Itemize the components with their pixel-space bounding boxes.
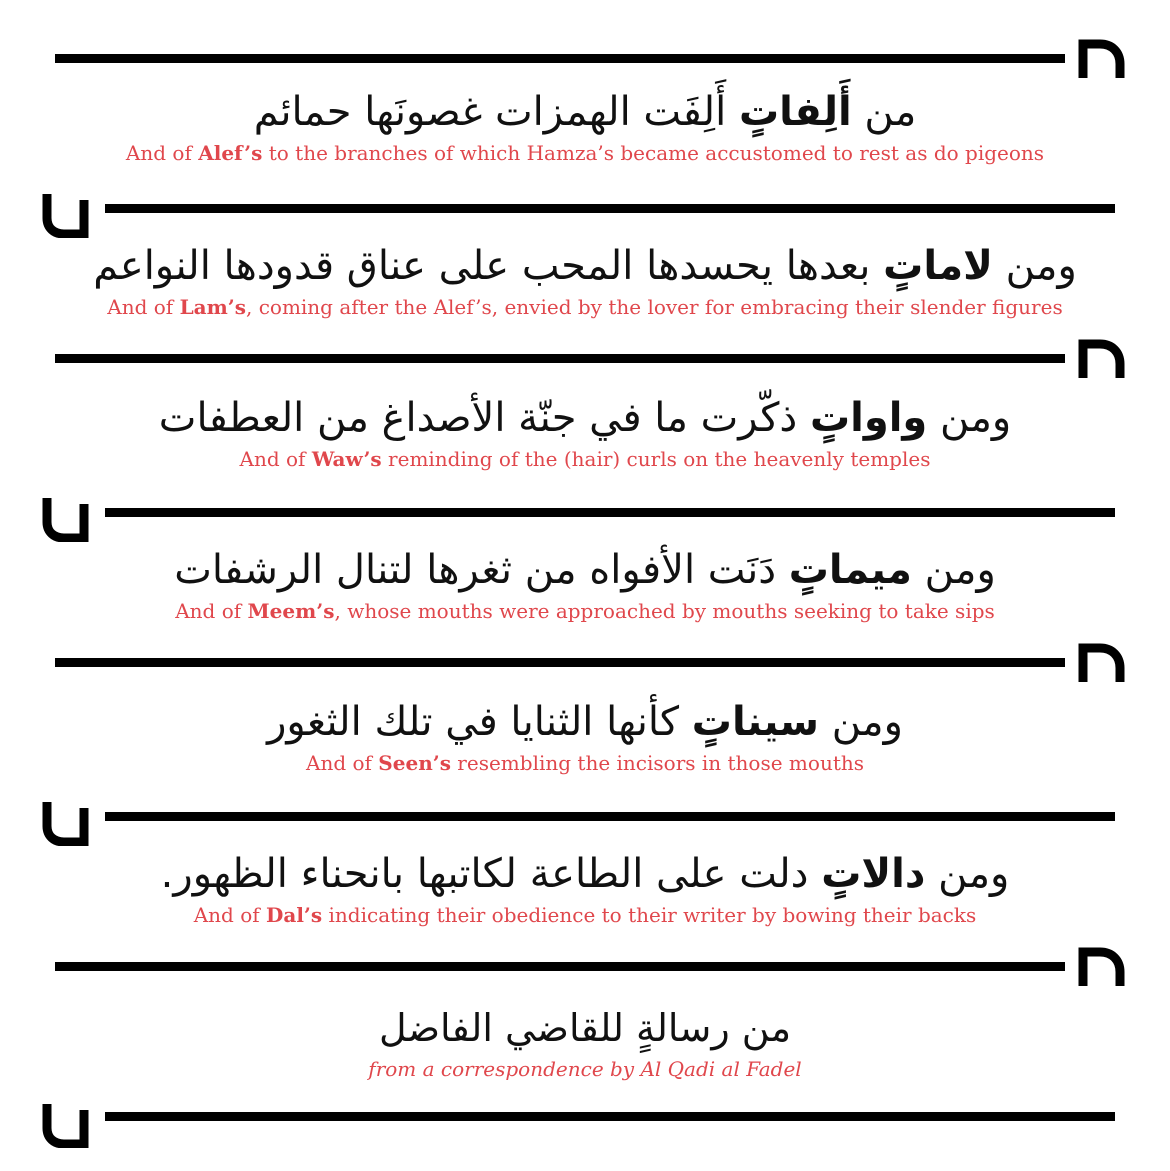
english-line: And of Waw’s reminding of the (hair) curls on the heavenly temples	[239, 447, 931, 471]
hook-left-icon	[42, 494, 90, 542]
stanza-1	[40, 86, 1130, 166]
english-line: And of Lam’s, coming after the Alef’s, envied by the lover for embracing their slender figures	[107, 295, 1063, 319]
english-keyword: Seen’s	[378, 751, 451, 775]
attribution	[40, 1002, 1130, 1082]
english-keyword: Alef’s	[198, 141, 263, 165]
stanza-5	[40, 696, 1130, 776]
divider-rule-1	[55, 54, 1065, 63]
english-keyword: Waw’s	[311, 447, 382, 471]
arabic-keyword: لاماتٍ	[883, 243, 993, 289]
attribution-english: from a correspondence by Al Qadi al Fadel	[368, 1057, 802, 1081]
english-keyword: Dal’s	[266, 903, 323, 927]
stanza-2	[40, 240, 1130, 320]
divider-rule-7	[55, 962, 1065, 971]
hook-left-icon	[42, 190, 90, 238]
arabic-keyword: سيناتٍ	[691, 699, 820, 745]
stanza-6	[40, 848, 1130, 928]
stanza-4	[40, 544, 1130, 624]
english-keyword: Meem’s	[247, 599, 335, 623]
english-line: And of Dal’s indicating their obedience to their writer by bowing their backs	[193, 903, 977, 927]
arabic-line: ومن سيناتٍ كأنها الثنايا في تلك الثغور	[267, 699, 903, 745]
arabic-line: ومن ميماتٍ دَنَت الأفواه من ثغرها لتنال الرشفات	[174, 547, 996, 593]
hook-left-icon	[42, 1100, 90, 1148]
hook-left-icon	[42, 798, 90, 846]
divider-rule-6	[105, 812, 1115, 821]
divider-rule-2	[105, 204, 1115, 213]
arabic-line: ومن دالاتٍ دلت على الطاعة لكاتبها بانحناء الظهور.	[160, 851, 1010, 897]
divider-rule-3	[55, 354, 1065, 363]
attribution-arabic: من رسالةٍ للقاضي الفاضل	[378, 1006, 792, 1050]
hook-right-icon	[1078, 334, 1126, 382]
arabic-keyword: ميماتٍ	[788, 547, 912, 593]
arabic-line: ومن لاماتٍ بعدها يحسدها المحب على عناق قدودها النواعم	[93, 243, 1077, 289]
arabic-keyword: دالاتٍ	[821, 851, 926, 897]
hook-right-icon	[1078, 942, 1126, 990]
divider-rule-4	[105, 508, 1115, 517]
arabic-line: ومن واواتٍ ذكّرت ما في جنّة الأصداغ من العطفات	[158, 395, 1012, 441]
arabic-keyword: واواتٍ	[809, 395, 928, 441]
english-line: And of Seen’s resembling the incisors in those mouths	[306, 751, 864, 775]
english-line: And of Alef’s to the branches of which Hamza’s became accustomed to rest as do pigeons	[125, 141, 1045, 165]
arabic-keyword: أَلِفاتٍ	[738, 89, 852, 135]
divider-rule-8	[105, 1112, 1115, 1121]
divider-rule-5	[55, 658, 1065, 667]
arabic-line: من أَلِفاتٍ أَلِفَت الهمزات غصونَها حمائم	[253, 89, 917, 135]
stanza-3	[40, 392, 1130, 472]
english-line: And of Meem’s, whose mouths were approached by mouths seeking to take sips	[175, 599, 995, 623]
english-keyword: Lam’s	[179, 295, 246, 319]
hook-right-icon	[1078, 34, 1126, 82]
hook-right-icon	[1078, 638, 1126, 686]
